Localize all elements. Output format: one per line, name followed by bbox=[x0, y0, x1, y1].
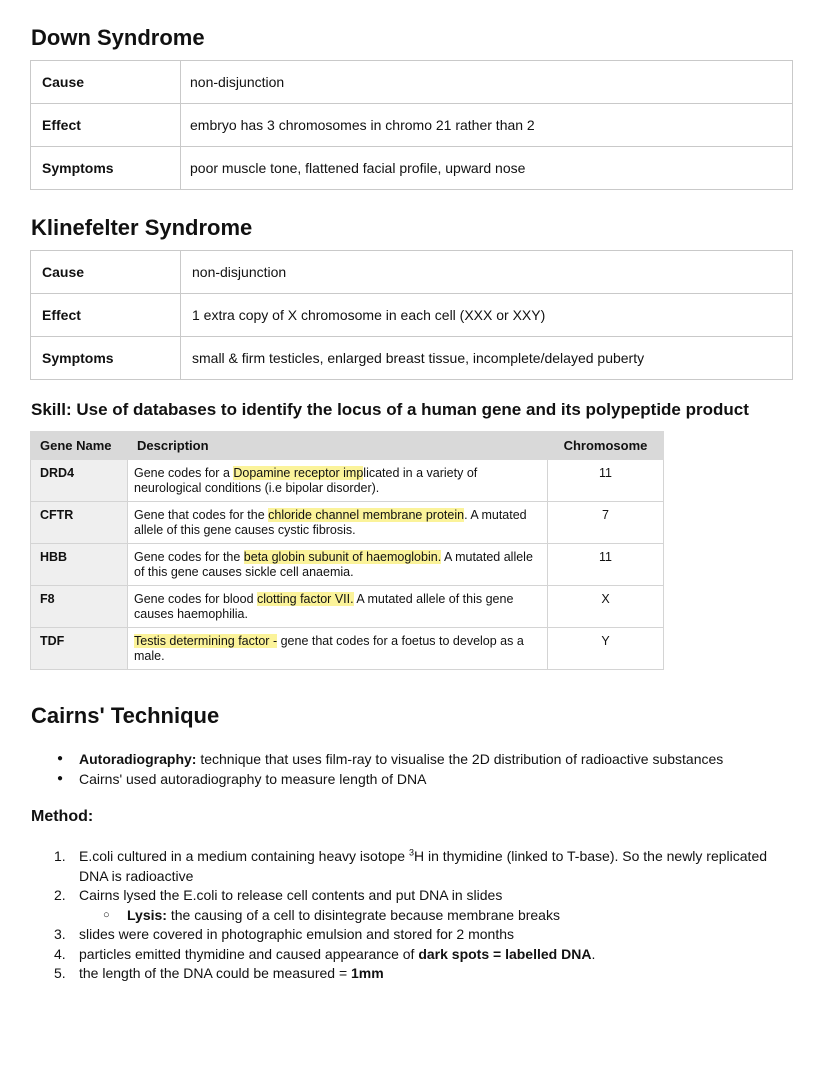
header-chromosome: Chromosome bbox=[548, 432, 664, 460]
gene-description: Gene codes for a Dopamine receptor implicated in a variety of neurological conditions (i.e bipolar disorder). bbox=[128, 460, 548, 502]
table-row bbox=[31, 628, 664, 670]
table-row bbox=[31, 502, 664, 544]
table-row bbox=[31, 460, 664, 502]
skill-heading: Skill: Use of databases to identify the locus of a human gene and its polypeptide product bbox=[31, 400, 749, 419]
gene-chromosome: X bbox=[548, 586, 664, 628]
table-row bbox=[31, 104, 793, 147]
table-row bbox=[31, 544, 664, 586]
list-item: ● Cairns' used autoradiography to measure length of DNA bbox=[57, 769, 723, 789]
row-label: Cause bbox=[31, 61, 181, 104]
row-label: Effect bbox=[31, 294, 181, 337]
list-item: ● Autoradiography: technique that uses film-ray to visualise the 2D distribution of radioactive substances bbox=[57, 749, 723, 769]
highlight: beta globin subunit of haemoglobin. bbox=[243, 550, 442, 564]
gene-description: Gene that codes for the chloride channel membrane protein. A mutated allele of this gene causes cystic fibrosis. bbox=[128, 502, 548, 544]
down-syndrome-table bbox=[30, 60, 793, 190]
row-label: Symptoms bbox=[31, 337, 181, 380]
row-label: Effect bbox=[31, 104, 181, 147]
row-value: non-disjunction bbox=[181, 61, 793, 104]
cairns-bullet-list bbox=[57, 749, 723, 789]
row-label: Cause bbox=[31, 251, 181, 294]
highlight: clotting factor VII. bbox=[257, 592, 354, 606]
highlight: Dopamine receptor imp bbox=[233, 466, 364, 480]
table-header-row bbox=[31, 432, 664, 460]
gene-chromosome: Y bbox=[548, 628, 664, 670]
row-value: small & firm testicles, enlarged breast tissue, incomplete/delayed puberty bbox=[181, 337, 793, 380]
gene-description: Testis determining factor - gene that codes for a foetus to develop as a male. bbox=[128, 628, 548, 670]
method-heading: Method: bbox=[31, 808, 94, 825]
header-gene-name: Gene Name bbox=[31, 432, 128, 460]
list-item: 4. particles emitted thymidine and caused appearance of dark spots = labelled DNA. bbox=[54, 945, 596, 962]
table-row bbox=[31, 294, 793, 337]
down-syndrome-heading: Down Syndrome bbox=[31, 25, 205, 50]
table-row bbox=[31, 147, 793, 190]
highlight: chloride channel membrane protein bbox=[268, 508, 465, 522]
table-row bbox=[31, 61, 793, 104]
gene-name: CFTR bbox=[31, 502, 128, 544]
gene-description: Gene codes for the beta globin subunit of haemoglobin. A mutated allele of this gene causes sickle cell anaemia. bbox=[128, 544, 548, 586]
row-label: Symptoms bbox=[31, 147, 181, 190]
header-description: Description bbox=[128, 432, 548, 460]
table-row bbox=[31, 337, 793, 380]
list-item: 5. the length of the DNA could be measured = 1mm bbox=[54, 965, 384, 981]
cairns-heading: Cairns' Technique bbox=[31, 703, 220, 728]
list-item: 1. E.coli cultured in a medium containing heavy isotope $^3$H in thymidine (linked to T-base). So the newly replicated DNA is radioactive bbox=[54, 847, 768, 884]
method-steps bbox=[54, 847, 794, 984]
gene-name: TDF bbox=[31, 628, 128, 670]
table-row bbox=[31, 251, 793, 294]
row-value: non-disjunction bbox=[181, 251, 793, 294]
gene-table bbox=[30, 431, 664, 670]
gene-chromosome: 11 bbox=[548, 460, 664, 502]
gene-name: HBB bbox=[31, 544, 128, 586]
row-value: embryo has 3 chromosomes in chromo 21 rather than 2 bbox=[181, 104, 793, 147]
klinefelter-table bbox=[30, 250, 793, 380]
list-item: ○ Lysis: the causing of a cell to disintegrate because membrane breaks bbox=[103, 906, 560, 923]
row-value: poor muscle tone, flattened facial profile, upward nose bbox=[181, 147, 793, 190]
list-item: 3. slides were covered in photographic emulsion and stored for 2 months bbox=[54, 926, 515, 942]
gene-chromosome: 11 bbox=[548, 544, 664, 586]
list-item: 2. Cairns lysed the E.coli to release cell contents and put DNA in slides bbox=[54, 887, 503, 903]
highlight: Testis determining factor - bbox=[134, 634, 278, 648]
row-value: 1 extra copy of X chromosome in each cell (XXX or XXY) bbox=[181, 294, 793, 337]
gene-name: DRD4 bbox=[31, 460, 128, 502]
gene-name: F8 bbox=[31, 586, 128, 628]
klinefelter-heading: Klinefelter Syndrome bbox=[31, 215, 253, 240]
gene-description: Gene codes for blood clotting factor VII. A mutated allele of this gene causes haemophilia. bbox=[128, 586, 548, 628]
table-row bbox=[31, 586, 664, 628]
gene-chromosome: 7 bbox=[548, 502, 664, 544]
